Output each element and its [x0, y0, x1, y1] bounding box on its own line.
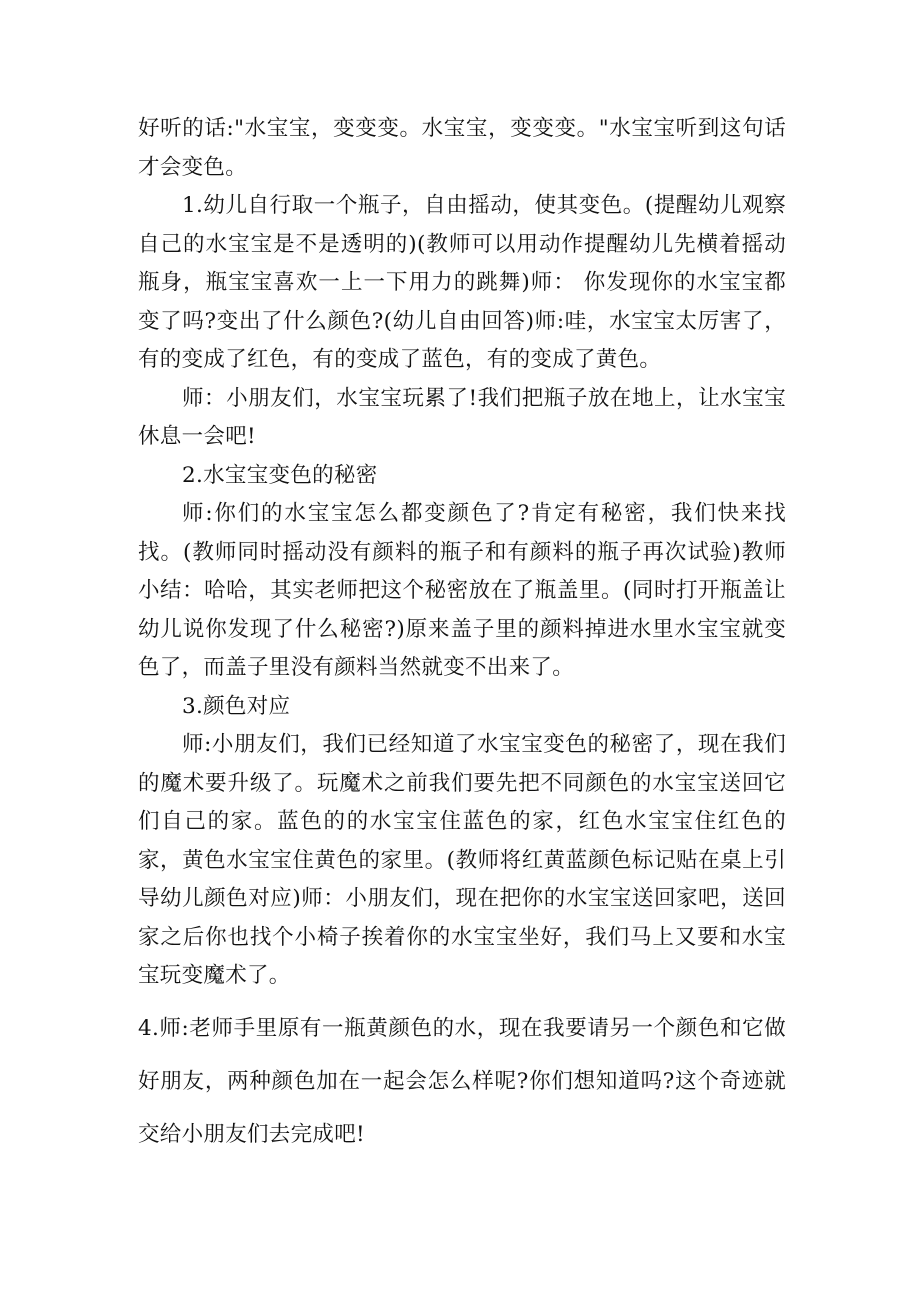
heading-step-2: 2.水宝宝变色的秘密	[182, 462, 378, 488]
document-body	[138, 110, 786, 1161]
paragraph-rest: 师：小朋友们，水宝宝玩累了!我们把瓶子放在地上，让水宝宝休息一会吧!	[138, 385, 786, 449]
paragraph-step-1: 1.幼儿自行取一个瓶子，自由摇动，使其变色。(提醒幼儿观察自己的水宝宝是不是透明的)(教师可以用动作提醒幼儿先横着摇动瓶身，瓶宝宝喜欢一上一下用力的跳舞)师： 你发现你的水宝宝都变了吗?变出了什么颜色?(幼儿自由回答)师:哇，水宝宝太厉害了，有的变成了红色，有的变成了蓝色，有的变成了黄色。	[138, 193, 786, 372]
paragraph-step-4: 4.师:老师手里原有一瓶黄颜色的水，现在我要请另一个颜色和它做好朋友，两种颜色加在一起会怎么样呢?你们想知道吗?这个奇迹就交给小朋友们去完成吧!	[138, 1015, 786, 1147]
paragraph-intro: 好听的话:"水宝宝，变变变。水宝宝，变变变。"水宝宝听到这句话才会变色。	[138, 116, 786, 180]
paragraph-secret: 师:你们的水宝宝怎么都变颜色了?肯定有秘密，我们快来找找。(教师同时摇动没有颜料的瓶子和有颜料的瓶子再次试验)教师小结：哈哈，其实老师把这个秘密放在了瓶盖里。(同时打开瓶盖让幼儿说你发现了什么秘密?)原来盖子里的颜料掉进水里水宝宝就变色了，而盖子里没有颜料当然就变不出来了。	[138, 501, 786, 680]
heading-step-3: 3.颜色对应	[182, 693, 291, 719]
paragraph-color-match: 师:小朋友们，我们已经知道了水宝宝变色的秘密了，现在我们的魔术要升级了。玩魔术之前我们要先把不同颜色的水宝宝送回它们自己的家。蓝色的的水宝宝住蓝色的家，红色水宝宝住红色的家，黄色水宝宝住黄色的家里。(教师将红黄蓝颜色标记贴在桌上引导幼儿颜色对应)师：小朋友们，现在把你的水宝宝送回家吧，送回家之后你也找个小椅子挨着你的水宝宝坐好，我们马上又要和水宝宝玩变魔术了。	[138, 732, 786, 988]
